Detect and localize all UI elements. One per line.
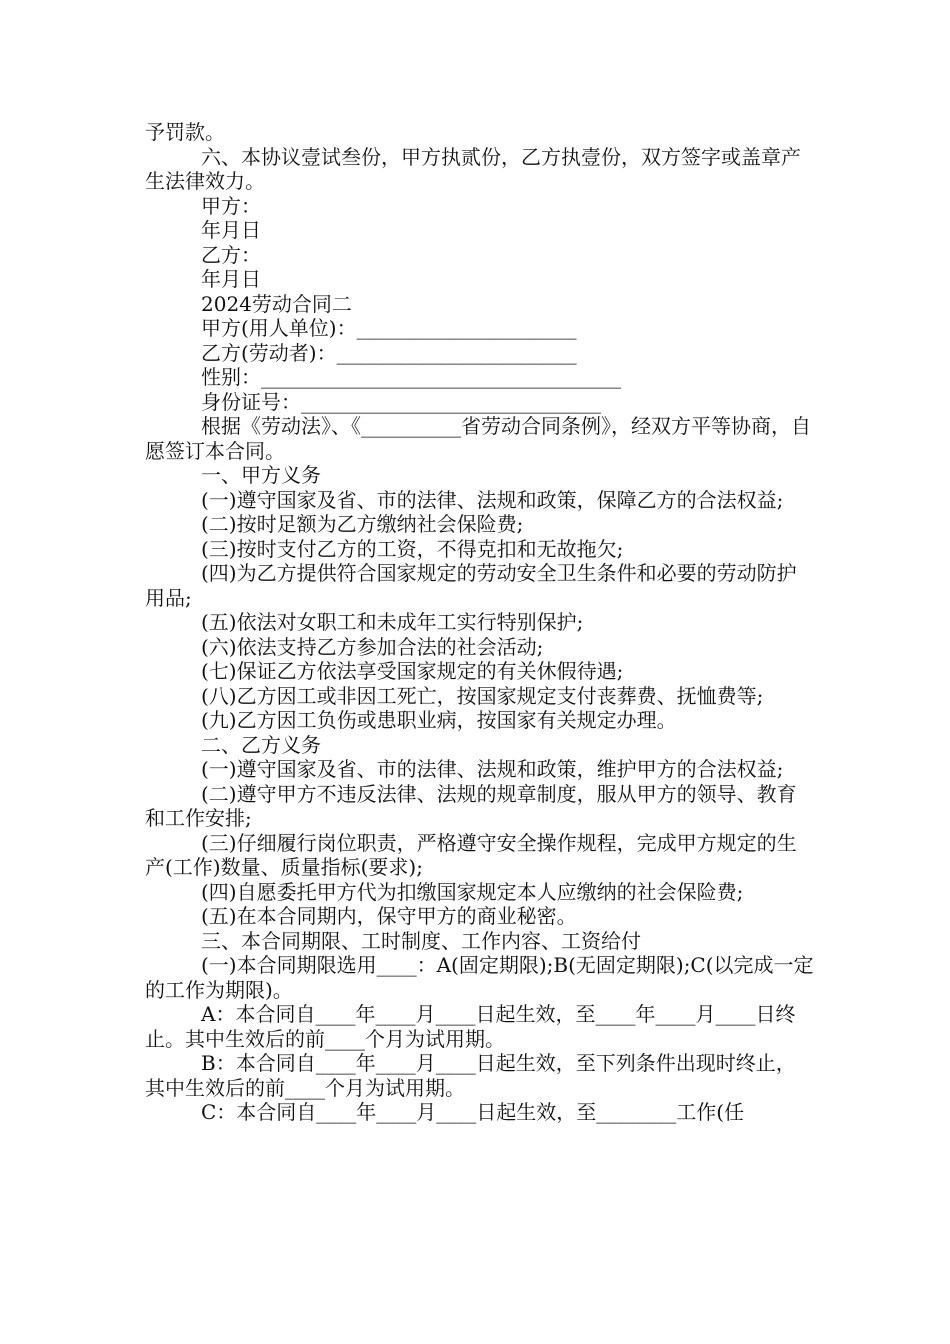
signature-party-b-label: 乙方： [201, 242, 261, 267]
party-a-duty-3: (三)按时支付乙方的工资，不得克扣和无故拖欠; [201, 536, 624, 561]
field-id-number: 身份证号：______________________________ [201, 389, 601, 414]
document-body [145, 120, 815, 1125]
party-b-duty-5: (五)在本合同期内，保守甲方的商业秘密。 [201, 904, 577, 928]
field-gender: 性别：____________________________________ [201, 365, 621, 389]
party-a-duty-1: (一)遵守国家及省、市的法律、法规和政策，保障乙方的合法权益; [201, 487, 784, 512]
party-a-duty-6: (六)依法支持乙方参加合法的社会活动; [201, 634, 544, 659]
heading-party-b-duties: 二、乙方义务 [201, 732, 321, 757]
signature-party-b-date: 年月日 [201, 267, 261, 291]
party-a-duty-5: (五)依法对女职工和未成年工实行特别保护; [201, 610, 584, 634]
paragraph-fine-clause-end: 予罚款。 [145, 120, 225, 144]
term-option-select: (一)本合同期限选用____：A(固定期限);B(无固定期限);C(以完成一定的工作为期限)。 [145, 953, 814, 1002]
term-option-c: C：本合同自____年____月____日起生效，至________工作(任 [201, 1100, 745, 1124]
party-a-duty-4: (四)为乙方提供符合国家规定的劳动安全卫生条件和必要的劳动防护用品; [145, 561, 797, 610]
field-employer: 甲方(用人单位)：______________________ [201, 316, 577, 340]
term-option-a: A：本合同自____年____月____日起生效，至____年____月____日终止。其中生效后的前____个月为试用期。 [145, 1002, 796, 1051]
party-a-duty-7: (七)保证乙方依法享受国家规定的有关休假待遇; [201, 659, 624, 683]
heading-contract-term: 三、本合同期限、工时制度、工作内容、工资给付 [201, 928, 641, 953]
party-b-duty-4: (四)自愿委托甲方代为扣缴国家规定本人应缴纳的社会保险费; [201, 879, 744, 904]
party-a-duty-8: (八)乙方因工或非因工死亡，按国家规定支付丧葬费、抚恤费等; [201, 683, 764, 708]
term-option-b: B：本合同自____年____月____日起生效，至下列条件出现时终止，其中生效后的前____个月为试用期。 [145, 1051, 796, 1100]
party-b-duty-1: (一)遵守国家及省、市的法律、法规和政策，维护甲方的合法权益; [201, 757, 784, 781]
paragraph-clause-six: 六、本协议壹试叁份，甲方执贰份，乙方执壹份，双方签字或盖章产生法律效力。 [145, 144, 801, 193]
signature-party-a-date: 年月日 [201, 218, 261, 242]
paragraph-preamble: 根据《劳动法》、《__________省劳动合同条例》，经双方平等协商，自愿签订本合同。 [145, 414, 811, 463]
heading-party-a-duties: 一、甲方义务 [201, 463, 321, 487]
section-heading-contract-two: 2024劳动合同二 [201, 291, 352, 316]
party-b-duty-3: (三)仔细履行岗位职责，严格遵守安全操作规程，完成甲方规定的生产(工作)数量、质量指标(要求); [145, 830, 797, 879]
party-a-duty-9: (九)乙方因工负伤或患职业病，按国家有关规定办理。 [201, 708, 677, 732]
party-a-duty-2: (二)按时足额为乙方缴纳社会保险费; [201, 512, 524, 536]
field-employee: 乙方(劳动者)：________________________ [201, 340, 577, 365]
party-b-duty-2: (二)遵守甲方不违反法律、法规的规章制度，服从甲方的领导、教育和工作安排; [145, 781, 797, 830]
signature-party-a-label: 甲方： [201, 193, 261, 218]
